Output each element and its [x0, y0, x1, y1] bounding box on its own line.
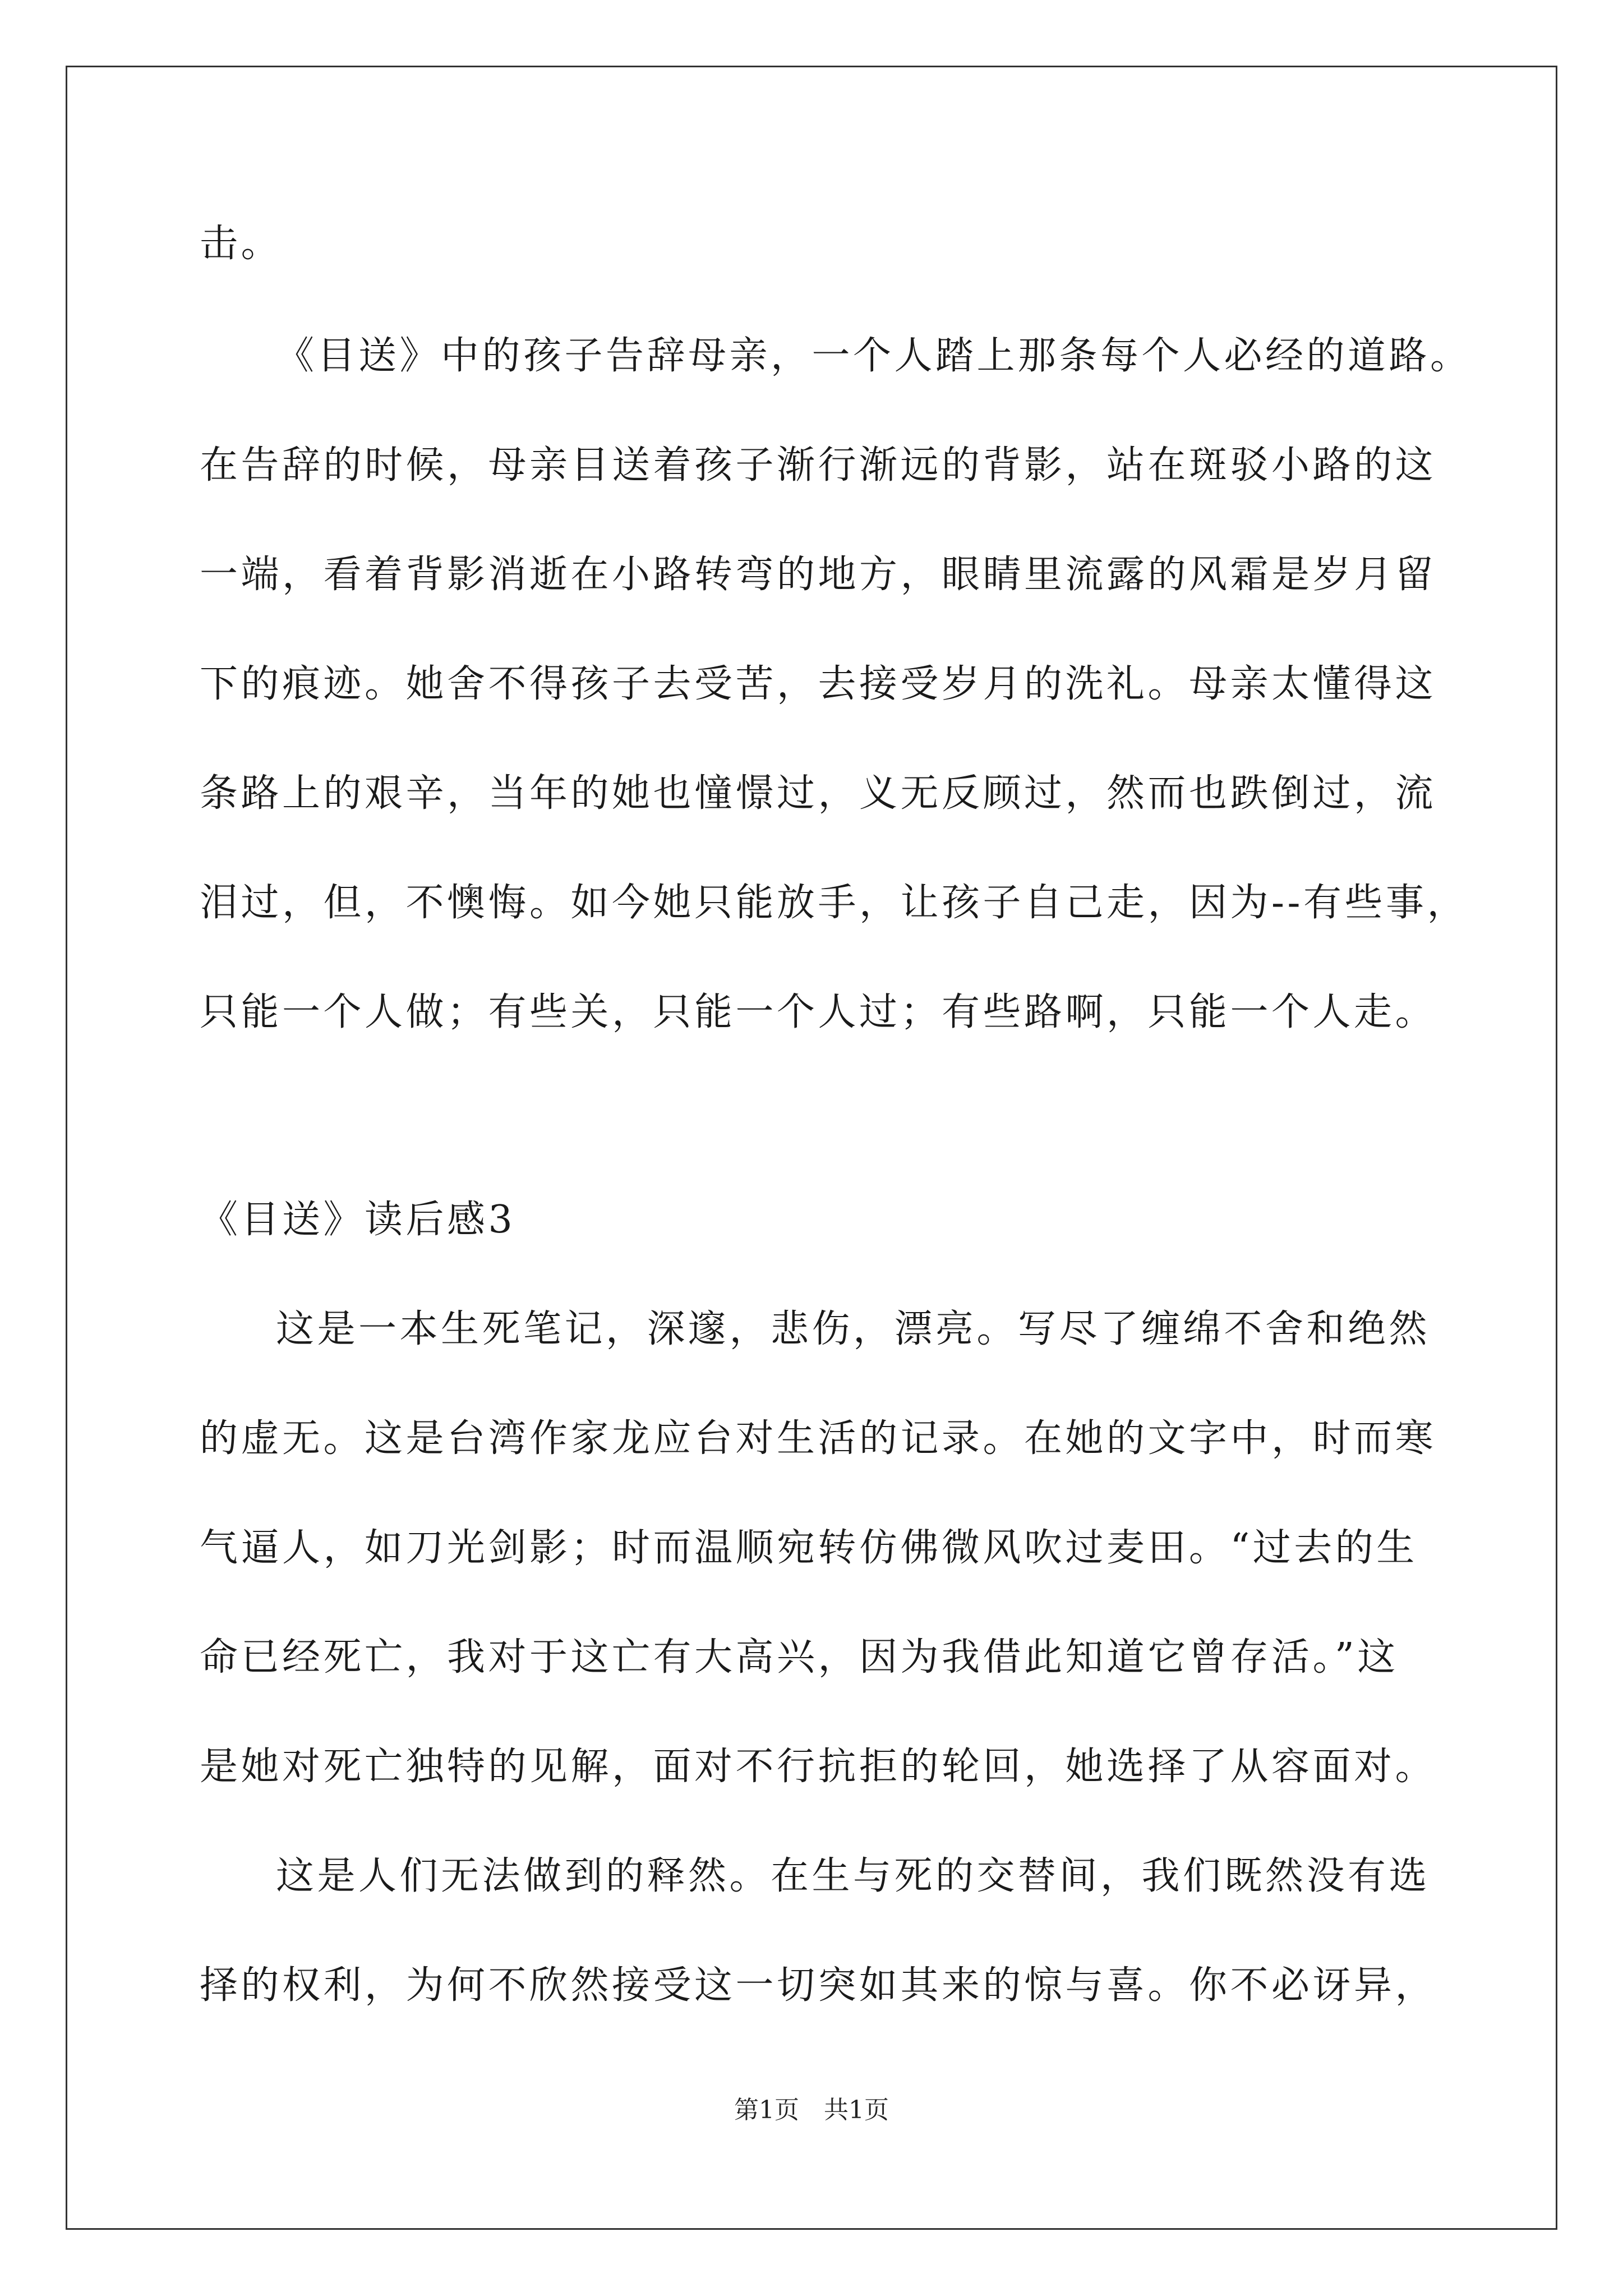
page-footer: 第1页 共1页 — [734, 2096, 889, 2124]
paragraph-2-line-1: 这是一本生死笔记，深邃，悲伤，漂亮。写尽了缠绵不舍和绝然 — [276, 1307, 1431, 1351]
paragraph-2-line-4: 命已经死亡，我对于这亡有大高兴，因为我借此知道它曾存活。”这 — [200, 1635, 1399, 1680]
paragraph-2-line-5: 是她对死亡独特的见解，面对不行抗拒的轮回，她选择了从容面对。 — [200, 1745, 1437, 1789]
paragraph-2-line-2: 的虚无。这是台湾作家龙应台对生活的记录。在她的文字中，时而寒 — [200, 1416, 1437, 1461]
paragraph-1-line-3: 一端，看着背影消逝在小路转弯的地方，眼睛里流露的风霜是岁月留 — [200, 553, 1437, 597]
section-heading: 《目送》读后感3 — [200, 1198, 516, 1242]
paragraph-1-line-6: 泪过，但，不懊悔。如今她只能放手，让孩子自己走，因为--有些事， — [200, 881, 1468, 925]
paragraph-3-line-1: 这是人们无法做到的释然。在生与死的交替间，我们既然没有选 — [276, 1854, 1431, 1898]
paragraph-1-line-2: 在告辞的时候，母亲目送着孩子渐行渐远的背影，站在斑驳小路的这 — [200, 443, 1437, 487]
paragraph-1-line-1: 《目送》中的孩子告辞母亲，一个人踏上那条每个人必经的道路。 — [276, 334, 1472, 378]
page-border — [66, 66, 1557, 2230]
paragraph-2-line-3: 气逼人，如刀光剑影；时而温顺宛转仿佛微风吹过麦田。“过去的生 — [200, 1526, 1418, 1570]
paragraph-1-line-4: 下的痕迹。她舍不得孩子去受苦，去接受岁月的洗礼。母亲太懂得这 — [200, 662, 1437, 706]
paragraph-1-line-7: 只能一个人做；有些关，只能一个人过；有些路啊，只能一个人走。 — [200, 990, 1437, 1034]
text-line-continuation: 击。 — [200, 222, 283, 266]
paragraph-1-line-5: 条路上的艰辛，当年的她也憧憬过，义无反顾过，然而也跌倒过，流 — [200, 771, 1437, 816]
paragraph-3-line-2: 择的权利，为何不欣然接受这一切突如其来的惊与喜。你不必讶异， — [200, 1963, 1437, 2008]
